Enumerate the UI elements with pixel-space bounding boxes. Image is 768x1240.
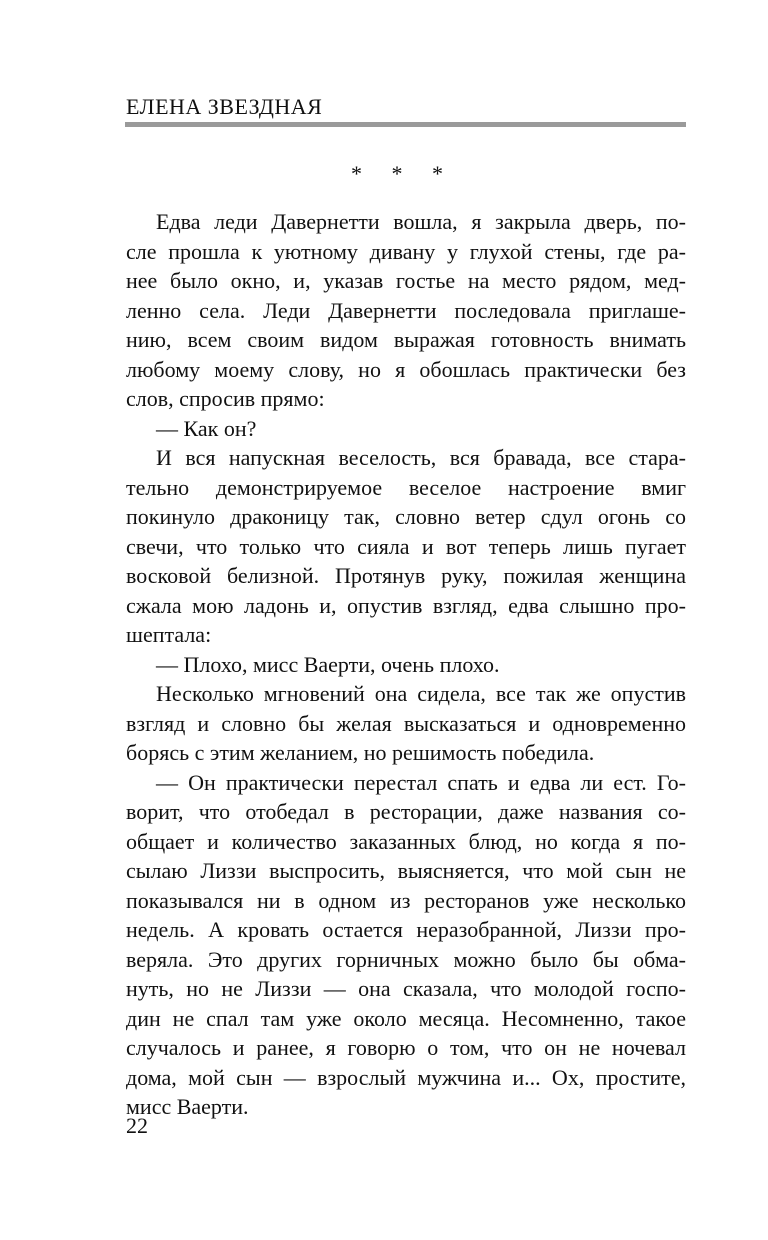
text-line: слов, спросив прямо:	[126, 386, 325, 411]
text-line: — Плохо, мисс Ваерти, очень плохо.	[156, 651, 500, 677]
page-number: 22	[126, 1113, 148, 1138]
text-line: случалось и ранее, я говорю о том, что он не ночевал	[126, 1035, 686, 1060]
text-line: взгляд и словно бы желая высказаться и одновременно	[126, 710, 686, 736]
text-line: покинуло драконицу так, словно ветер сдул огонь со	[126, 504, 686, 529]
text-line: дин не спал там уже около месяца. Несомненно, такое	[126, 1005, 686, 1031]
text-line: сылаю Лиззи выспросить, выясняется, что мой сын не	[126, 858, 686, 883]
text-line: любому моему слову, но я обошлась практически без	[126, 356, 686, 382]
text-line: недель. А кровать остается неразобранной, Лиззи про-	[126, 917, 686, 942]
text-line: показывался ни в одном из ресторанов уже несколько	[126, 887, 686, 913]
text-line: восковой белизной. Протянув руку, пожилая женщина	[126, 563, 686, 588]
body-text	[126, 207, 686, 1122]
text-line: борясь с этим желанием, но решимость победила.	[126, 740, 595, 765]
section-break: * * *	[351, 161, 455, 186]
text-line: сжала мою ладонь и, опустив взгляд, едва слышно про-	[126, 592, 686, 618]
running-head-author: ЕЛЕНА ЗВЕЗДНАЯ	[126, 94, 323, 119]
text-line: Едва леди Давернетти вошла, я закрыла дверь, по-	[156, 209, 686, 234]
text-line: шептала:	[126, 622, 212, 647]
text-line: нуть, но не Лиззи — она сказала, что молодой госпо-	[126, 976, 686, 1001]
text-line: И вся напускная веселость, вся бравада, все стара-	[156, 445, 686, 470]
text-line: общает и количество заказанных блюд, но когда я по-	[126, 828, 686, 854]
text-line: ленно села. Леди Давернетти последовала приглаше-	[126, 297, 686, 323]
text-line: тельно демонстрируемое веселое настроение вмиг	[126, 474, 686, 500]
text-line: сле прошла к уютному дивану у глухой стены, где ра-	[126, 238, 686, 264]
text-line: нее было окно, и, указав гостье на место рядом, мед-	[126, 268, 686, 293]
text-line: ворит, что отобедал в ресторации, даже названия со-	[126, 799, 686, 824]
text-line: нию, всем своим видом выражая готовность внимать	[126, 327, 686, 352]
text-line: — Он практически перестал спать и едва ли ест. Го-	[156, 769, 686, 795]
text-line: — Как он?	[156, 415, 257, 441]
text-line: дома, мой сын — взрослый мужчина и... Ох, простите,	[126, 1064, 686, 1090]
text-line: свечи, что только что сияла и вот теперь лишь пугает	[126, 533, 686, 559]
header-rule	[125, 122, 686, 127]
text-line: Несколько мгновений она сидела, все так же опустив	[156, 681, 686, 706]
text-line: мисс Ваерти.	[126, 1094, 249, 1119]
text-line: веряла. Это других горничных можно было бы обма-	[126, 946, 686, 972]
